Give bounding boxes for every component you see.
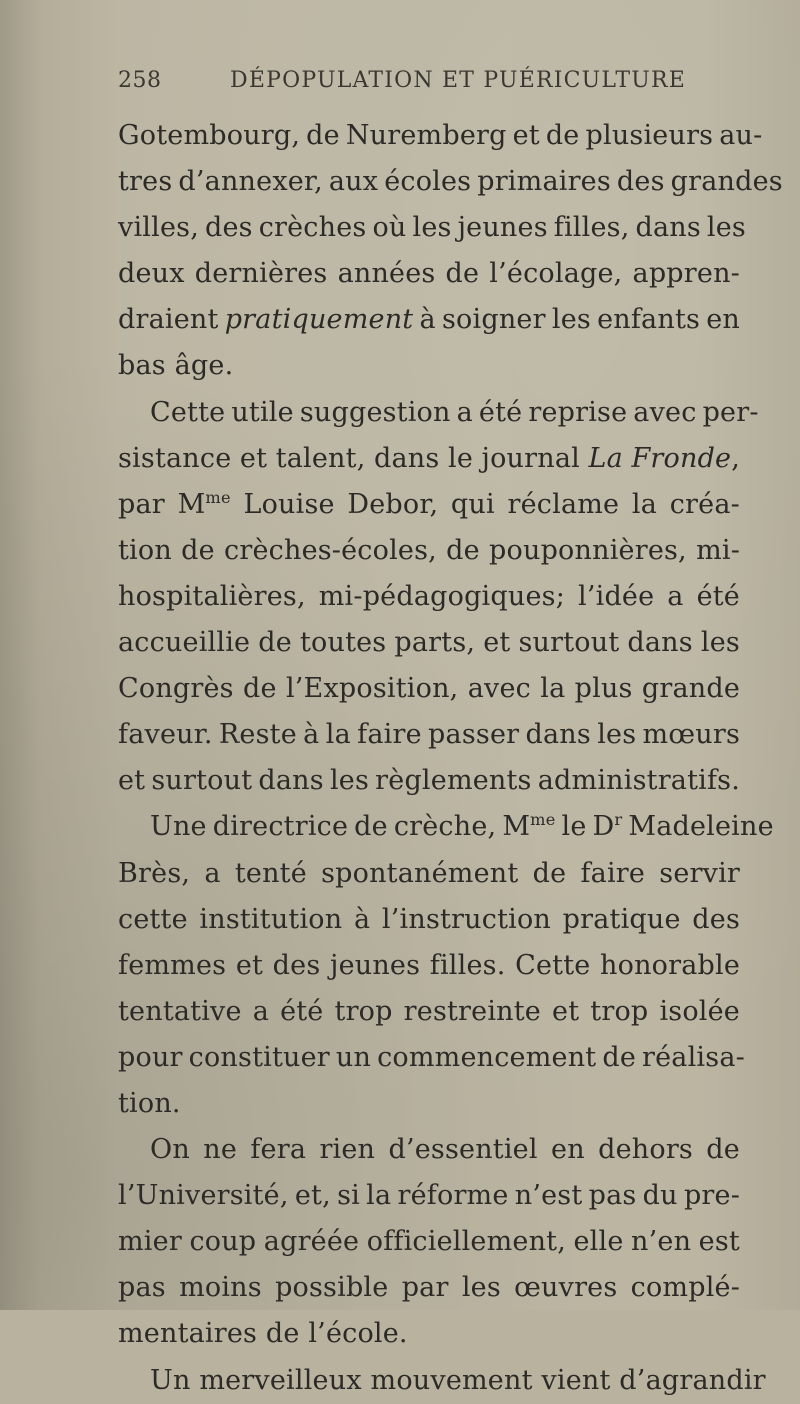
word: de xyxy=(258,627,292,659)
word: trop xyxy=(590,995,649,1027)
text-line xyxy=(118,1265,740,1311)
text-line xyxy=(118,482,740,528)
word: aux xyxy=(328,166,379,198)
word-space xyxy=(693,1127,706,1173)
word: n’est xyxy=(514,1180,583,1212)
word: et xyxy=(483,627,511,659)
text-line xyxy=(118,712,740,758)
word: utile xyxy=(231,396,294,428)
word-space xyxy=(480,528,489,574)
word: la xyxy=(631,488,658,520)
word: servir xyxy=(659,857,741,889)
word: années xyxy=(337,258,436,290)
text-line xyxy=(118,943,740,989)
word-space xyxy=(256,1219,264,1265)
word: avec xyxy=(467,673,531,705)
word-space xyxy=(188,897,200,943)
word-space xyxy=(506,943,516,989)
word-space xyxy=(619,620,627,666)
word: jeunes xyxy=(330,949,421,981)
word: a xyxy=(667,580,684,612)
text-line: tion. xyxy=(118,1087,181,1119)
word: crèches-écoles, xyxy=(224,534,437,566)
word: en xyxy=(551,1134,585,1166)
word-space xyxy=(320,943,330,989)
text-line xyxy=(118,205,746,251)
word: faire xyxy=(580,857,646,889)
word-space xyxy=(277,666,286,712)
text-line xyxy=(118,897,740,943)
word: de xyxy=(445,258,480,290)
word: crèche, xyxy=(393,811,497,843)
word: les xyxy=(329,765,370,797)
word: Congrès xyxy=(118,673,234,705)
body-text xyxy=(118,113,783,1404)
word: surtout xyxy=(518,627,620,659)
word: primaires xyxy=(477,166,611,198)
text-line xyxy=(118,1127,740,1173)
word: réclame xyxy=(507,488,620,520)
word: des xyxy=(272,949,321,981)
word: le xyxy=(561,811,587,843)
word: réforme xyxy=(397,1180,509,1212)
word: de xyxy=(545,120,580,151)
word: mier xyxy=(118,1226,182,1258)
word: restreinte xyxy=(403,995,541,1027)
word: $D^r$ xyxy=(592,810,623,843)
word: faveur. xyxy=(118,719,213,751)
word-space xyxy=(538,1127,551,1173)
word: officiellement, xyxy=(366,1226,566,1258)
word-space xyxy=(262,1265,275,1311)
text-line: Un merveilleux mouvement vient d’agrandir xyxy=(150,1364,766,1396)
word: draient xyxy=(118,304,219,336)
word: règlements xyxy=(375,765,532,797)
word-space xyxy=(420,943,430,989)
word: reprise xyxy=(528,396,628,428)
word: dernières xyxy=(194,258,328,290)
word: par xyxy=(401,1272,449,1304)
word: Madeleine xyxy=(628,811,774,843)
word-space xyxy=(307,851,321,897)
superscript: me xyxy=(530,810,556,830)
word-space xyxy=(458,666,467,712)
word: si xyxy=(337,1180,360,1212)
word: tentative xyxy=(118,995,242,1027)
word: de xyxy=(243,673,277,705)
word: dans xyxy=(635,212,701,244)
text-line xyxy=(118,758,740,804)
word: pas xyxy=(118,1272,166,1304)
word-space xyxy=(495,482,508,528)
word-space xyxy=(269,989,280,1035)
word: le xyxy=(447,442,473,474)
word: deux xyxy=(118,258,185,290)
text-line xyxy=(118,528,740,574)
word-space xyxy=(438,482,451,528)
word: Une xyxy=(150,811,207,843)
text-line xyxy=(118,620,740,666)
word: l’Exposition, xyxy=(285,673,459,705)
word: à xyxy=(303,719,320,751)
word-space xyxy=(687,528,696,574)
word: et xyxy=(118,765,146,797)
word-space xyxy=(693,620,701,666)
word-space xyxy=(654,574,667,620)
word-space xyxy=(327,251,337,297)
word: filles, xyxy=(553,212,630,244)
word-space xyxy=(215,528,224,574)
word: la xyxy=(540,673,566,705)
word: été xyxy=(696,580,740,612)
text-line: mentaires de l’école. xyxy=(118,1318,408,1350)
word-space xyxy=(622,251,632,297)
word: grandes xyxy=(670,166,783,198)
word-space xyxy=(475,620,483,666)
word-space xyxy=(565,666,574,712)
word: commencement xyxy=(377,1041,597,1073)
word: dans xyxy=(627,627,693,659)
word: l’écolage, xyxy=(489,258,623,290)
word: a xyxy=(456,396,473,428)
word: des xyxy=(692,903,741,935)
word: à xyxy=(419,304,436,336)
word-space xyxy=(551,897,563,943)
word-space xyxy=(388,1265,401,1311)
word-space xyxy=(221,851,235,897)
word: où xyxy=(372,212,407,244)
word-space xyxy=(267,436,276,482)
word-space xyxy=(531,666,540,712)
word: La xyxy=(588,442,623,474)
word: suggestion xyxy=(299,396,451,428)
word: Louise xyxy=(243,488,335,520)
word: crèches xyxy=(258,212,367,244)
word-space xyxy=(681,897,693,943)
word-space xyxy=(510,620,518,666)
word: faire xyxy=(357,719,422,751)
word: les xyxy=(706,212,746,244)
word-space xyxy=(633,666,642,712)
word: et xyxy=(239,442,268,474)
word-space xyxy=(435,251,445,297)
word: du xyxy=(642,1180,678,1212)
word: d’annexer, xyxy=(178,166,323,198)
text-line xyxy=(118,1219,740,1265)
word: Reste xyxy=(218,719,297,751)
word-space xyxy=(585,1127,598,1173)
word-space xyxy=(657,482,670,528)
word: enfants xyxy=(597,304,701,336)
word: dans xyxy=(374,442,440,474)
word-space xyxy=(691,1219,699,1265)
word-space xyxy=(648,989,659,1035)
word: les xyxy=(700,627,740,659)
text-line xyxy=(118,159,783,205)
word: de xyxy=(602,1041,637,1073)
word: per- xyxy=(702,396,759,428)
word: villes, xyxy=(118,212,199,244)
word: soigner xyxy=(441,304,546,336)
word: elle xyxy=(573,1226,624,1258)
word-space xyxy=(541,989,552,1035)
word: constituer xyxy=(188,1041,330,1073)
word-space xyxy=(565,574,578,620)
word: les xyxy=(461,1272,501,1304)
word: au- xyxy=(719,120,763,151)
word: Fronde, xyxy=(631,442,741,474)
word-space xyxy=(242,989,253,1035)
word: Brès, xyxy=(118,857,191,889)
word: possible xyxy=(275,1272,389,1304)
word: toutes xyxy=(299,627,387,659)
word-space xyxy=(375,1127,388,1173)
word-space xyxy=(342,897,354,943)
word: à xyxy=(353,903,371,935)
word: œuvres xyxy=(514,1272,618,1304)
word: trop xyxy=(334,995,393,1027)
text-line xyxy=(118,390,759,436)
word: institution xyxy=(199,903,343,935)
word-space xyxy=(323,989,334,1035)
superscript: me xyxy=(205,487,231,507)
word: la xyxy=(366,1180,392,1212)
word-space xyxy=(518,851,532,897)
text-line xyxy=(118,251,740,297)
word: des xyxy=(616,166,665,198)
word: qui xyxy=(450,488,495,520)
word: accueillie xyxy=(118,627,251,659)
word-space xyxy=(250,620,258,666)
word-space xyxy=(306,1127,319,1173)
text-line xyxy=(118,851,740,897)
word-space xyxy=(231,482,244,528)
word: mi- xyxy=(696,534,741,566)
word: Cette xyxy=(515,949,591,981)
word: hospitalières, xyxy=(118,580,306,612)
word: de xyxy=(181,534,215,566)
word-space xyxy=(479,251,489,297)
word: a xyxy=(204,857,221,889)
text-line xyxy=(118,1173,740,1219)
word: rien xyxy=(319,1134,376,1166)
text-line xyxy=(118,989,740,1035)
text-line xyxy=(118,574,740,620)
word: des xyxy=(204,212,253,244)
word: a xyxy=(252,995,270,1027)
word: un xyxy=(335,1041,372,1073)
text-line: bas âge. xyxy=(118,350,234,382)
word-space xyxy=(386,620,394,666)
text-line xyxy=(118,297,740,343)
word: écoles xyxy=(384,166,472,198)
word: réalisa- xyxy=(642,1041,745,1073)
word: femmes xyxy=(118,949,227,981)
word-space xyxy=(393,989,404,1035)
word: grande xyxy=(641,673,741,705)
word: dans xyxy=(258,765,324,797)
text-line xyxy=(118,436,740,482)
word: de xyxy=(354,811,388,843)
word-space xyxy=(579,989,590,1035)
word: Nuremberg xyxy=(345,120,507,151)
word: l’Université, xyxy=(118,1180,289,1212)
word: Debor, xyxy=(347,488,439,520)
word: dehors xyxy=(598,1134,693,1166)
word: par xyxy=(118,488,165,520)
word: pour xyxy=(118,1041,183,1073)
word: été xyxy=(478,396,523,428)
word: passer xyxy=(428,719,520,751)
word-space xyxy=(617,1265,630,1311)
word-space xyxy=(473,436,482,482)
word: $M^{me}$ xyxy=(177,487,231,520)
word-space xyxy=(449,1265,462,1311)
word-space xyxy=(501,1265,514,1311)
word-space xyxy=(437,528,446,574)
word-space xyxy=(292,620,300,666)
word: talent, xyxy=(275,442,366,474)
word-space xyxy=(165,482,178,528)
word-space xyxy=(185,251,195,297)
word: spontanément xyxy=(321,857,519,889)
word-space xyxy=(237,1127,250,1173)
word-space xyxy=(182,1219,190,1265)
word-space xyxy=(359,1219,367,1265)
word: les xyxy=(597,719,637,751)
word: moins xyxy=(179,1272,262,1304)
word-space xyxy=(580,436,589,482)
word-space xyxy=(231,436,240,482)
word: d’essentiel xyxy=(388,1134,538,1166)
word: est xyxy=(698,1226,740,1258)
word-space xyxy=(645,851,659,897)
word: de xyxy=(446,534,480,566)
word: mi-pédagogiques; xyxy=(318,580,566,612)
word: l’instruction xyxy=(381,903,552,935)
word: journal xyxy=(481,442,580,474)
page-number: 258 xyxy=(118,68,162,93)
word: et xyxy=(552,995,580,1027)
running-head: DÉPOPULATION ET PUÉRICULTURE xyxy=(230,68,687,93)
word: pre- xyxy=(683,1180,741,1212)
word: ne xyxy=(203,1134,238,1166)
word-space xyxy=(619,482,632,528)
word: directrice xyxy=(212,811,349,843)
word: coup xyxy=(189,1226,257,1258)
word-space xyxy=(624,1219,632,1265)
word: pratique xyxy=(562,903,681,935)
word: surtout xyxy=(151,765,253,797)
word: complé- xyxy=(630,1272,741,1304)
word: jeunes xyxy=(457,212,548,244)
word-space xyxy=(190,1127,203,1173)
word: honorable xyxy=(600,949,741,981)
word: fera xyxy=(250,1134,307,1166)
word-space xyxy=(234,666,243,712)
word: la xyxy=(325,719,351,751)
word: filles. xyxy=(429,949,506,981)
word-space xyxy=(335,482,348,528)
word: parts, xyxy=(394,627,476,659)
text-line xyxy=(118,804,774,850)
word: de xyxy=(532,857,567,889)
word-space xyxy=(370,897,382,943)
word-space xyxy=(566,851,580,897)
word: Gotembourg, xyxy=(118,120,301,151)
word: l’idée xyxy=(578,580,655,612)
word: les xyxy=(412,212,452,244)
text-line xyxy=(118,113,763,159)
word-space xyxy=(190,851,204,897)
superscript: r xyxy=(614,810,623,830)
word: mœurs xyxy=(642,719,740,751)
word-space xyxy=(263,943,273,989)
word: de xyxy=(706,1134,740,1166)
word: de xyxy=(306,120,340,151)
word: plusieurs xyxy=(585,120,714,151)
word: appren- xyxy=(632,258,740,290)
word-space xyxy=(684,574,697,620)
word: tenté xyxy=(234,857,307,889)
word: avec xyxy=(633,396,697,428)
word: sistance xyxy=(118,442,232,474)
word-space xyxy=(365,436,374,482)
word: et, xyxy=(294,1180,331,1212)
word-space xyxy=(306,574,319,620)
word: agréée xyxy=(263,1226,360,1258)
word-space xyxy=(439,436,448,482)
word: en xyxy=(706,304,740,336)
word: plus xyxy=(574,673,633,705)
word: Cette xyxy=(150,396,226,428)
word: pas xyxy=(588,1180,637,1212)
word: isolée xyxy=(659,995,740,1027)
word: été xyxy=(280,995,324,1027)
word: les xyxy=(551,304,591,336)
word: et xyxy=(512,120,540,151)
page-header xyxy=(118,68,738,104)
word: créa- xyxy=(669,488,740,520)
word: cette xyxy=(118,903,188,935)
word: On xyxy=(150,1134,190,1166)
word: dans xyxy=(525,719,591,751)
text-line xyxy=(118,1035,745,1081)
word: pouponnières, xyxy=(489,534,687,566)
word: $M^{me}$ xyxy=(502,810,556,843)
word: n’en xyxy=(631,1226,692,1258)
word: pratiquement xyxy=(224,304,414,336)
text-line xyxy=(118,666,740,712)
word-space xyxy=(590,943,600,989)
word: tion xyxy=(118,534,172,566)
word-space xyxy=(566,1219,574,1265)
word-space xyxy=(226,943,236,989)
word-space xyxy=(172,528,181,574)
word-space xyxy=(166,1265,179,1311)
word: tres xyxy=(118,166,173,198)
word: et xyxy=(235,949,264,981)
word: administratifs. xyxy=(537,765,741,797)
